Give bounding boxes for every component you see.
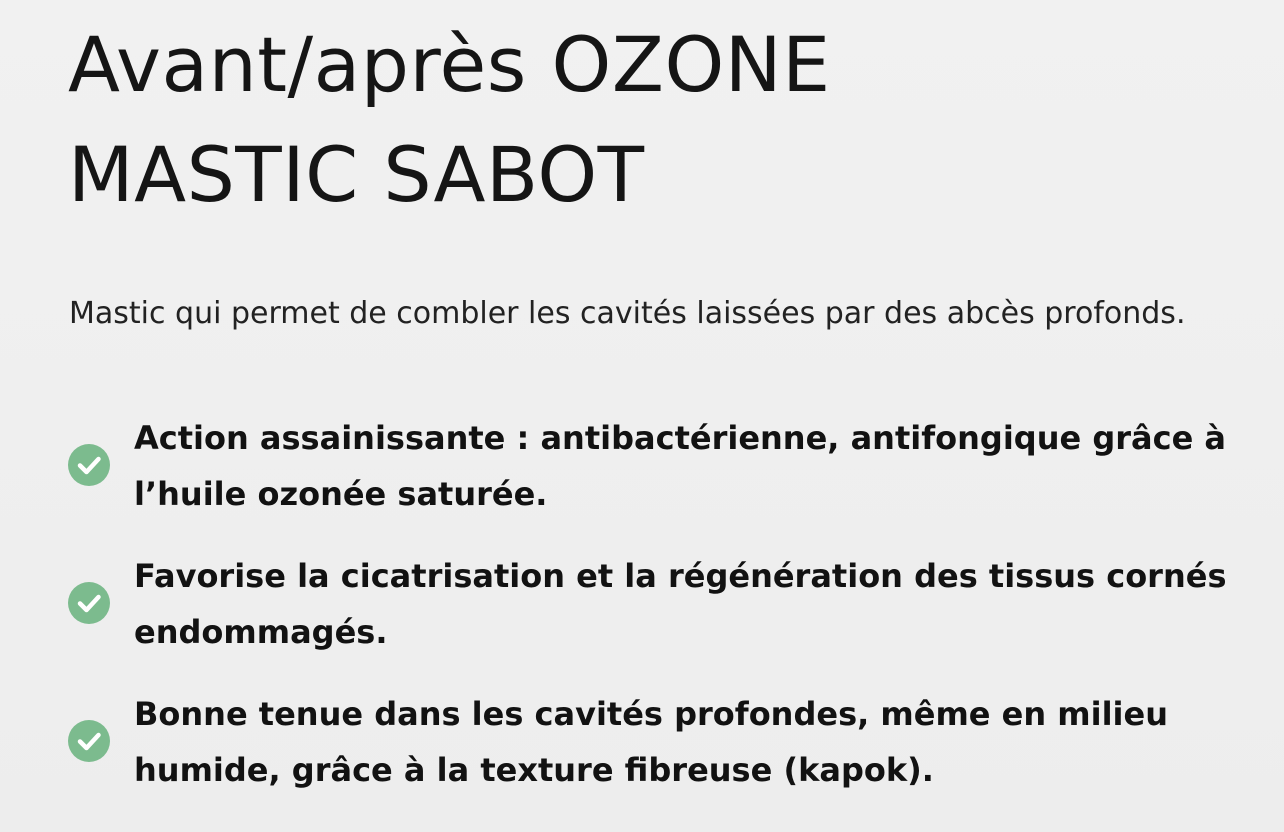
feature-text-line-2: humide, grâce à la texture fibreuse (kapok). <box>134 751 934 789</box>
feature-item <box>68 548 1248 686</box>
feature-text-line-1: Bonne tenue dans les cavités profondes, même en milieu <box>134 695 1168 733</box>
feature-text-line-2: endommagés. <box>134 613 388 651</box>
page-title-line-1: Avant/après OZONE <box>68 20 831 109</box>
feature-item <box>68 686 1248 824</box>
feature-text-line-1: Action assainissante : antibactérienne, antifongique grâce à <box>134 419 1226 457</box>
feature-item <box>68 410 1248 548</box>
page-title-line-2: MASTIC SABOT <box>68 130 645 219</box>
feature-text-line-1: Favorise la cicatrisation et la régénération des tissus cornés <box>134 557 1227 595</box>
check-circle-icon <box>68 582 110 624</box>
feature-list <box>68 410 1248 824</box>
feature-text-line-2: l’huile ozonée saturée. <box>134 475 548 513</box>
product-description: Mastic qui permet de combler les cavités laissées par des abcès profonds. <box>69 296 1186 331</box>
check-circle-icon <box>68 444 110 486</box>
check-circle-icon <box>68 720 110 762</box>
page-title <box>68 10 1228 230</box>
